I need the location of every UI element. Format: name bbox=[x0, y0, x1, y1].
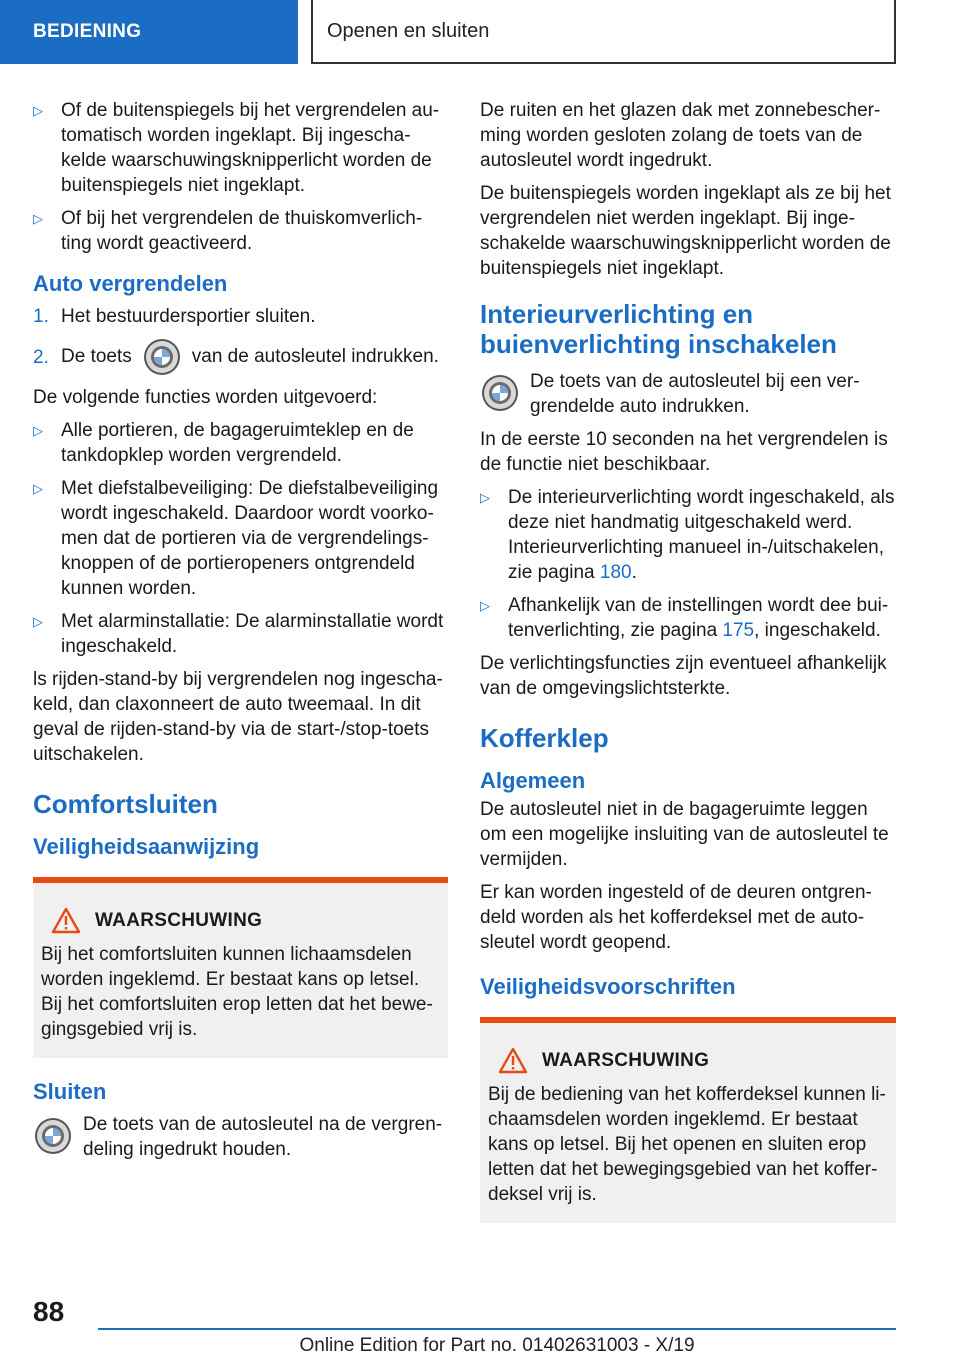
triangle-right-icon: ▷ bbox=[33, 211, 43, 226]
paragraph: De verlichtingsfuncties zijn eventueel afhankelijk van de omgevingslichtsterkte. bbox=[480, 653, 887, 699]
warning-triangle-icon bbox=[498, 1047, 528, 1074]
right-column bbox=[480, 98, 896, 1243]
left-column bbox=[33, 98, 448, 1170]
triangle-right-icon: ▷ bbox=[33, 103, 43, 118]
paragraph: De autosleutel niet in de bagageruimte leggen om een mogelijke insluiting van de autosleutel te vermijden. bbox=[480, 799, 889, 870]
warning-text: Bij de bediening van het kofferdeksel kunnen li-chaamsdelen worden ingeklemd. Er bestaat kans op letsel. Bij het openen en sluiten erop letten dat het bewegingsgebied van het koffer-deksel vrij is. bbox=[488, 1084, 886, 1205]
heading-safety-note: Veiligheidsaanwijzing bbox=[33, 834, 260, 859]
warning-box bbox=[480, 1017, 896, 1223]
paragraph: De buitenspiegels worden ingeklapt als ze bij het vergrendelen niet werden ingeklapt. Bij inge-schakelde waarschuwingsknipperlicht worden de buitenspiegels niet ingeklapt. bbox=[480, 183, 891, 279]
chapter-tab[interactable]: BEDIENING bbox=[0, 0, 298, 64]
paragraph: In de eerste 10 seconden na het vergrendelen is de functie niet beschikbaar. bbox=[480, 429, 888, 475]
list-item: ▷ Afhankelijk van de instellingen wordt dee bui-tenverlichting, zie pagina 175, ingeschakeld. bbox=[480, 595, 889, 641]
car-key-button-icon bbox=[33, 1116, 73, 1156]
triangle-right-icon: ▷ bbox=[33, 614, 43, 629]
warning-triangle-icon bbox=[51, 907, 81, 934]
heading-trunk: Kofferklep bbox=[480, 723, 609, 753]
section-title: Openen en sluiten bbox=[311, 0, 896, 64]
triangle-right-icon: ▷ bbox=[33, 423, 43, 438]
standby-note: ls rijden-stand-by bij vergrendelen nog ingescha-keld, dan claxonneert de auto tweemaal. In dit geval de rijden-stand-by via de start-/stop-toets uitschakelen. bbox=[33, 669, 443, 765]
heading-auto-lock: Auto vergrendelen bbox=[33, 271, 228, 296]
list-item: ▷ Of de buitenspiegels bij het vergrendelen au-tomatisch worden ingeklapt. Bij ingescha-kelde waarschuwingsknipperlicht worden de buitenspiegels niet ingeklapt. bbox=[33, 100, 440, 196]
warning-text: Bij het comfortsluiten kunnen lichaamsdelen worden ingeklemd. Er bestaat kans op letsel. Bij het comfortsluiten erop letten dat het bewe-gingsgebied vrij is. bbox=[41, 944, 433, 1040]
heading-safety-rules: Veiligheidsvoorschriften bbox=[480, 974, 736, 999]
list-item: ▷ Met alarminstallatie: De alarminstallatie wordt ingeschakeld. bbox=[33, 611, 444, 657]
page-link-175[interactable]: 175 bbox=[722, 620, 755, 641]
warning-box bbox=[33, 877, 448, 1058]
triangle-right-icon: ▷ bbox=[33, 481, 43, 496]
list-item: ▷ Met diefstalbeveiliging: De diefstalbeveiliging wordt ingeschakeld. Daardoor wordt voorko-men dat de portieren via de vergrendelings-knoppen of de portieropeners ontgrendeld kunnen worden. bbox=[33, 478, 439, 599]
warning-title: WAARSCHUWING bbox=[95, 909, 263, 931]
list-item: ▷ Alle portieren, de bagageruimteklep en de tankdopklep worden vergrendeld. bbox=[33, 420, 414, 466]
page-link-180[interactable]: 180 bbox=[599, 562, 632, 583]
list-item: ▷ Of bij het vergrendelen de thuiskomverlich-ting wordt geactiveerd. bbox=[33, 208, 423, 254]
paragraph: De ruiten en het glazen dak met zonnebescher-ming worden gesloten zolang de toets van de autosleutel wordt ingedrukt. bbox=[480, 100, 881, 171]
key-instruction: De toets van de autosleutel na de vergren-deling ingedrukt houden. bbox=[33, 1112, 448, 1162]
edition-note: Online Edition for Part no. 01402631003 - X/19 bbox=[299, 1335, 695, 1356]
footer-divider bbox=[98, 1328, 896, 1330]
heading-interior-lighting: Interieurverlichting en buienverlichting inschakelen bbox=[480, 299, 837, 359]
heading-general: Algemeen bbox=[480, 768, 586, 793]
step-item: 1. Het bestuurdersportier sluiten. bbox=[33, 306, 316, 327]
warning-title: WAARSCHUWING bbox=[542, 1049, 710, 1071]
car-key-button-icon bbox=[480, 373, 520, 413]
functions-intro: De volgende functies worden uitgevoerd: bbox=[33, 387, 378, 408]
car-key-button-icon bbox=[142, 337, 182, 377]
list-item: ▷ De interieurverlichting wordt ingeschakeld, als deze niet handmatig uitgeschakeld werd. Interieurverlichting manueel in-/uitschakelen, zie pagina 180. bbox=[480, 487, 895, 583]
heading-close: Sluiten bbox=[33, 1079, 107, 1104]
key-instruction: De toets van de autosleutel bij een ver-grendelde auto indrukken. bbox=[480, 369, 896, 419]
step-item: 2. De toets van de autosleutel indrukken. bbox=[33, 337, 448, 377]
heading-comfort-closing: Comfortsluiten bbox=[33, 789, 218, 819]
paragraph: Er kan worden ingesteld of de deuren ontgren-deld worden als het kofferdeksel met de auto-sleutel wordt geopend. bbox=[480, 882, 872, 953]
triangle-right-icon: ▷ bbox=[480, 490, 490, 505]
page-number: 88 bbox=[33, 1296, 65, 1327]
triangle-right-icon: ▷ bbox=[480, 598, 490, 613]
